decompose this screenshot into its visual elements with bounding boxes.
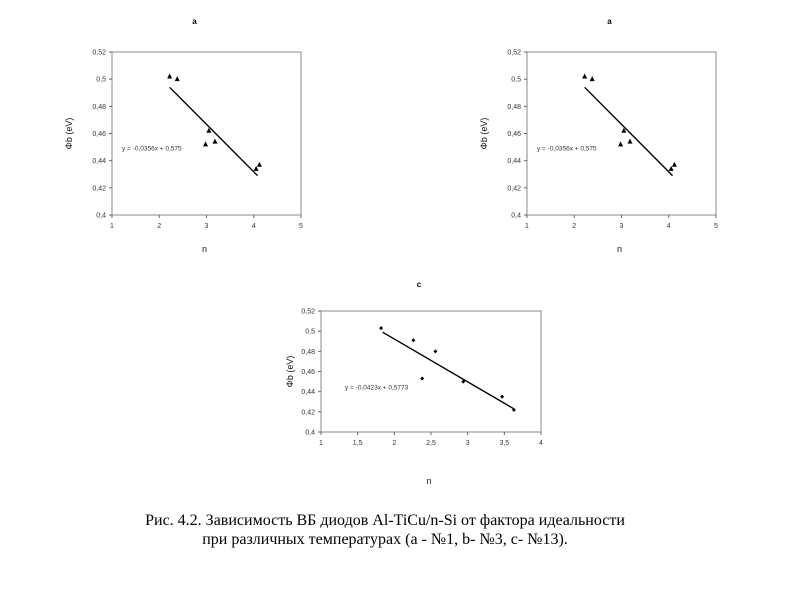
y-tick-label: 0,4	[305, 429, 315, 437]
data-point	[420, 377, 424, 381]
chart-a-left-svg	[60, 14, 320, 264]
x-tick-label: 4	[666, 223, 671, 230]
y-tick-label: 0,48	[92, 103, 106, 111]
chart-a-left	[60, 14, 320, 264]
trend-line	[585, 87, 673, 175]
y-tick-label: 0,46	[507, 131, 521, 138]
x-tick-label: 4	[251, 223, 256, 230]
trend-line	[170, 87, 258, 175]
x-tick-label: 1	[110, 223, 114, 230]
x-tick-label: 2,5	[426, 440, 436, 447]
plot-frame	[321, 311, 541, 432]
trendline-equation: y = -0,0356x + 0,575	[537, 145, 597, 153]
x-axis-label: n	[426, 476, 432, 486]
y-axis-label: Φb (eV)	[479, 117, 489, 150]
figure-caption	[40, 511, 730, 549]
x-axis-label: n	[201, 244, 208, 254]
trendline-equation: y = -0,0356x + 0,575	[122, 145, 182, 153]
data-point	[379, 326, 383, 330]
x-tick-label: 5	[714, 223, 718, 230]
data-point	[582, 73, 587, 78]
y-tick-label: 0,52	[301, 308, 315, 316]
data-point	[628, 139, 633, 144]
x-tick-label: 4	[539, 440, 543, 447]
x-tick-label: 3	[465, 440, 470, 447]
data-point	[213, 139, 218, 144]
x-tick-label: 3	[619, 223, 624, 230]
y-tick-label: 0,44	[92, 158, 106, 166]
y-axis-label: Φb (eV)	[285, 355, 295, 388]
y-tick-label: 0,48	[507, 103, 521, 111]
x-tick-label: 3	[204, 223, 209, 230]
y-tick-label: 0,5	[511, 76, 521, 84]
y-tick-label: 0,48	[301, 348, 315, 356]
data-point	[257, 162, 262, 167]
data-point	[590, 76, 595, 81]
y-tick-label: 0,42	[92, 185, 106, 193]
panel-title: a	[192, 17, 197, 26]
x-tick-label: 5	[299, 223, 303, 230]
data-point	[175, 76, 180, 81]
y-tick-label: 0,5	[305, 328, 315, 336]
data-point	[203, 141, 208, 146]
x-tick-label: 2	[572, 223, 577, 230]
x-tick-label: 1	[319, 440, 323, 447]
x-tick-label: 1	[525, 223, 529, 230]
y-tick-label: 0,5	[96, 76, 106, 84]
y-tick-label: 0,42	[507, 185, 521, 193]
chart-a-right-svg	[475, 14, 735, 264]
data-point	[167, 73, 172, 78]
trendline-equation: y = -0,0423x + 0,5773	[345, 384, 409, 392]
y-tick-label: 0,4	[96, 212, 106, 220]
caption-line-1: Рис. 4.2. Зависимость ВБ диодов Al-TiCu/n-Si от фактора идеальности	[145, 512, 625, 529]
x-tick-label: 1,5	[352, 440, 363, 447]
trend-line	[383, 332, 514, 409]
panel-title: a	[607, 17, 612, 26]
data-point	[618, 141, 623, 146]
y-tick-label: 0,52	[507, 49, 521, 57]
caption-line-2: при различных температурах (а - №1, b- №3, c- №13).	[202, 531, 568, 548]
plot-frame	[112, 52, 301, 215]
x-tick-label: 2	[157, 223, 162, 230]
x-tick-label: 3,5	[499, 440, 510, 447]
x-axis-label: n	[616, 244, 623, 254]
y-tick-label: 0,42	[301, 409, 315, 417]
x-tick-label: 2	[392, 440, 397, 447]
y-tick-label: 0,46	[92, 131, 106, 138]
data-point	[672, 162, 677, 167]
y-tick-label: 0,44	[507, 158, 521, 166]
chart-c-svg	[265, 278, 565, 493]
y-tick-label: 0,4	[511, 212, 521, 220]
y-axis-label: Φb (eV)	[64, 117, 74, 150]
y-tick-label: 0,46	[301, 369, 315, 376]
panel-title: c	[416, 280, 422, 289]
data-point	[433, 349, 437, 353]
chart-c	[265, 278, 565, 493]
plot-frame	[527, 52, 716, 215]
y-tick-label: 0,52	[92, 49, 106, 57]
data-point	[411, 338, 415, 342]
data-point	[500, 395, 504, 399]
y-tick-label: 0,44	[301, 389, 315, 397]
chart-a-right	[475, 14, 735, 264]
